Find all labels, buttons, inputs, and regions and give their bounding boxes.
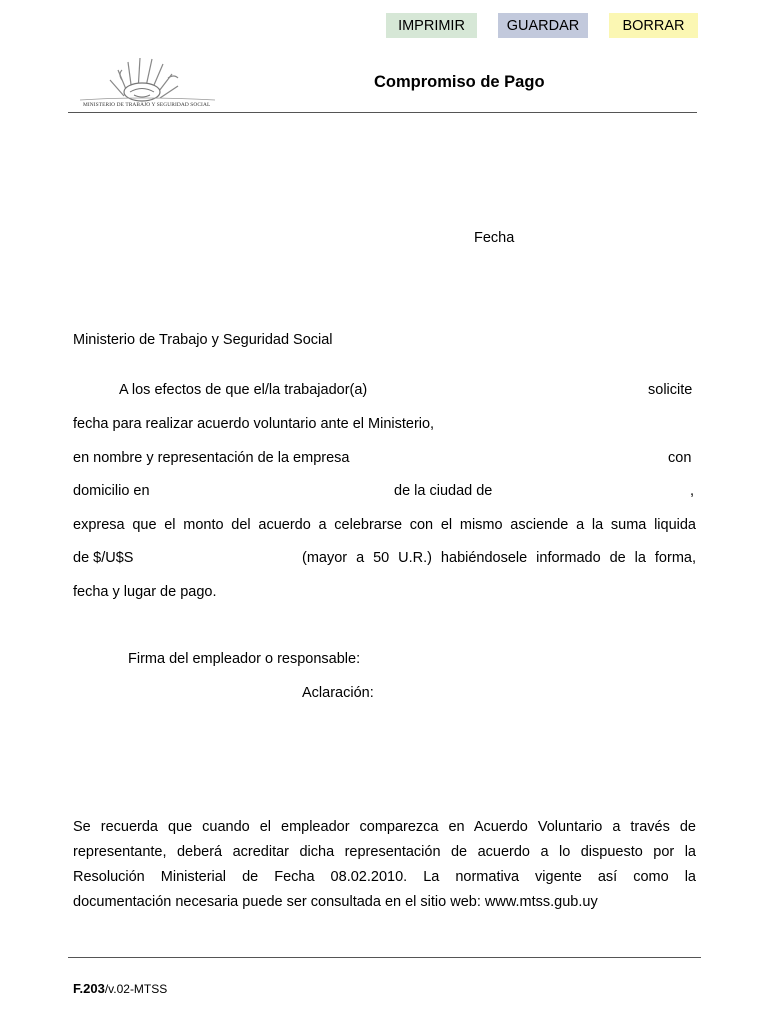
addressee: Ministerio de Trabajo y Seguridad Social (73, 332, 333, 348)
address-field[interactable] (162, 483, 392, 502)
clear-button[interactable]: BORRAR (609, 13, 698, 38)
footer-divider (68, 957, 701, 958)
fecha-label: Fecha (474, 230, 515, 246)
save-button[interactable]: GUARDAR (498, 13, 588, 38)
fecha-field[interactable] (524, 230, 700, 249)
line4-end: , (690, 483, 695, 499)
page-title: Compromiso de Pago (374, 73, 545, 91)
line1-end: solicite (648, 382, 693, 398)
logo-caption: MINISTERIO DE TRABAJO Y SEGURIDAD SOCIAL (83, 102, 211, 108)
line2: fecha para realizar acuerdo voluntario ante el Ministerio, (73, 416, 435, 432)
line4-start: domicilio en (73, 483, 150, 499)
line6-start: de $/U$S (73, 550, 134, 566)
city-field[interactable] (506, 483, 688, 502)
footer (73, 981, 167, 996)
signature-label: Firma del empleador o responsable: (128, 651, 361, 667)
header-divider (68, 112, 697, 113)
company-field[interactable] (378, 450, 664, 469)
line3-start: en nombre y representación de la empresa (73, 450, 350, 466)
form-version: /v.02-MTSS (104, 982, 168, 996)
form-code: F.203 (73, 981, 105, 996)
signature-field[interactable] (384, 651, 688, 670)
worker-name-field[interactable] (395, 382, 644, 401)
line6-end: (mayor a 50 U.R.) habiéndosele informado de la forma, (302, 550, 696, 566)
print-button[interactable]: IMPRIMIR (386, 13, 477, 38)
line1-start: A los efectos de que el/la trabajador(a) (119, 382, 368, 398)
notice-text: Se recuerda que cuando el empleador comparezca en Acuerdo Voluntario a través de representante, deberá acreditar dicha representación de acuerdo a lo dispuesto por la Resolución Ministerial de Fecha 08.02.2010. La normativa vigente así como la (73, 819, 696, 885)
amount-field[interactable] (150, 550, 299, 569)
clarification-label: Aclaración: (302, 685, 374, 701)
line4-mid: de la ciudad de (394, 483, 493, 499)
line5: expresa que el monto del acuerdo a celebrarse con el mismo asciende a la suma liquida (73, 517, 696, 533)
line7: fecha y lugar de pago. (73, 584, 217, 600)
notice-paragraph (73, 815, 696, 915)
notice-text-last: documentación necesaria puede ser consultada en el sitio web: www.mtss.gub.uy (73, 894, 598, 910)
clarification-field[interactable] (384, 685, 688, 704)
line3-end: con (668, 450, 692, 466)
